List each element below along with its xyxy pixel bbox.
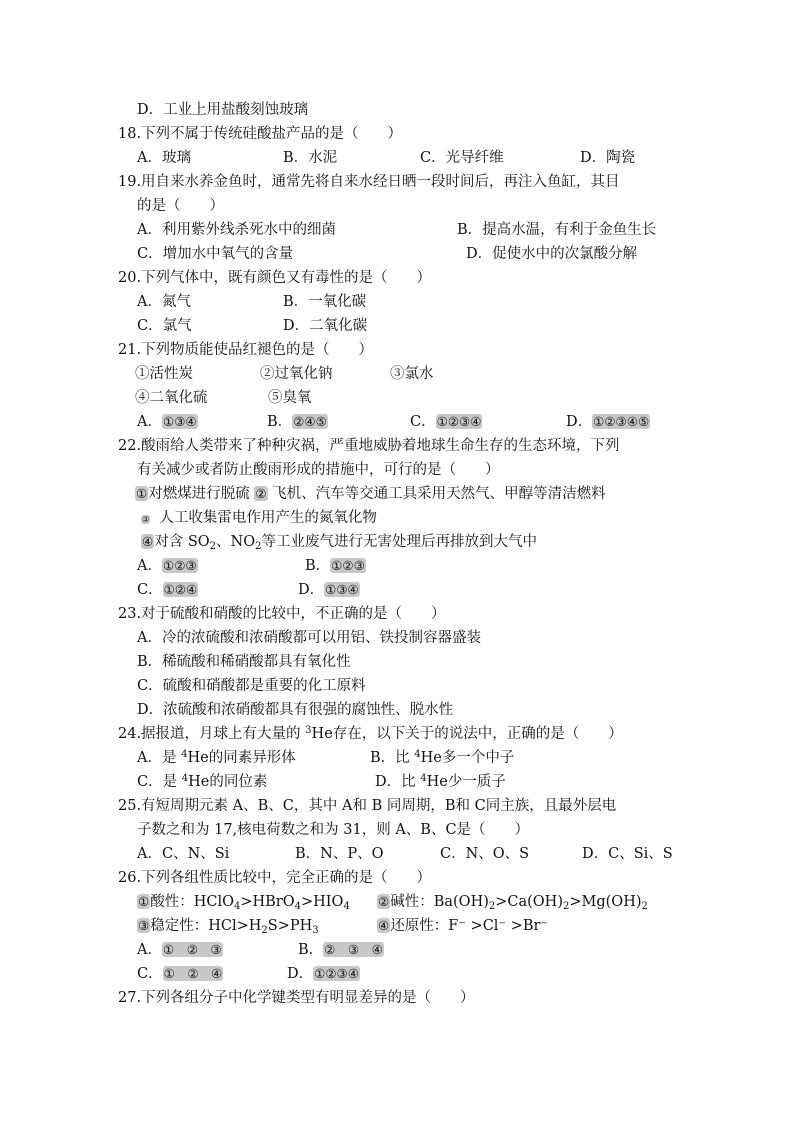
q25-option-d: D．C、Si、S	[582, 846, 673, 862]
q22-option-a-value: ①②③	[162, 558, 197, 573]
q22-option-d: D．①③④	[298, 582, 359, 598]
q22-option-c: C．①②④	[137, 582, 198, 598]
q20-option-b: B．一氧化碳	[283, 294, 367, 310]
q25-stem-line1: 25.有短周期元素 A、B、C，其中 A和 B 同周期，B和 C同主族，且最外层电	[118, 798, 617, 814]
q26-option-b-value: ② ③ ④	[324, 942, 383, 957]
q21-item-2: ②过氧化钠	[260, 366, 333, 382]
q18-option-d: D．陶瓷	[580, 150, 636, 166]
q26-item-2: ②碱性：$Ba(OH)_2>Ca(OH)_2>Mg(OH)_2$	[378, 894, 648, 912]
q21-option-c-value: ①②③④	[436, 414, 482, 429]
q18-option-c: C．光导纤维	[420, 150, 504, 166]
q20-option-a: A．氮气	[137, 294, 191, 310]
q19-stem-line1: 19.用自来水养金鱼时，通常先将自来水经日晒一段时间后，再注入鱼缸，其目	[118, 174, 620, 190]
q21-option-d: D．①②③④⑤	[566, 414, 650, 430]
q22-item-4: ④对含 $SO_2$、$NO_2$等工业废气进行无害处理后再排放到大气中	[142, 534, 537, 552]
q26-option-a: A．① ② ③	[137, 942, 222, 958]
q24-stem: 24.据报道，月球上有大量的 $^3$He存在，以下关于的说法中，正确的是（ ）	[118, 725, 623, 742]
q22-option-b-value: ①②③	[331, 558, 365, 573]
q25-option-b: B．N、P、O	[295, 846, 384, 862]
q21-item-3: ③氯水	[390, 366, 434, 382]
q21-option-a-value: ①③④	[162, 414, 197, 429]
q22-option-c-value: ①②④	[163, 582, 198, 597]
q21-stem: 21.下列物质能使品红褪色的是（ ）	[118, 342, 374, 358]
q22-option-b: B．①②③	[305, 558, 365, 574]
q24-option-c: C．是 $^4$He的同位素	[137, 773, 268, 790]
q26-marker-2: ②	[378, 894, 390, 909]
q20-stem: 20.下列气体中，既有颜色又有毒性的是（ ）	[118, 270, 432, 286]
q26-item-3: ③稳定性：$HCl>H_2S>PH_3$	[138, 918, 319, 936]
q22-option-d-value: ①③④	[325, 582, 359, 597]
q26-item-4: ④还原性：F⁻ >Cl⁻ >Br⁻	[378, 918, 549, 934]
q21-option-d-value: ①②③④⑤	[593, 414, 650, 429]
q26-option-c-value: ① ② ④	[163, 966, 223, 981]
q19-option-b: B．提高水温，有利于金鱼生长	[457, 222, 657, 238]
q26-option-c: C．① ② ④	[137, 966, 223, 982]
q19-option-d: D．促使水中的次氯酸分解	[466, 246, 638, 262]
q21-item-4: ④二氧化硫	[135, 390, 208, 406]
q22-marker-3: ③	[142, 515, 150, 524]
q24-option-d: D．比 $^4$He少一质子	[375, 773, 506, 790]
q19-option-c: C．增加水中氧气的含量	[137, 246, 294, 262]
q17-option-d: D．工业上用盐酸刻蚀玻璃	[137, 102, 309, 118]
q21-item-1: ①活性炭	[135, 366, 193, 382]
q23-option-c: C．硫酸和硝酸都是重要的化工原料	[137, 678, 366, 694]
q18-option-a: A．玻璃	[137, 150, 191, 166]
q23-option-b: B．稀硫酸和稀硝酸都具有氧化性	[137, 654, 351, 670]
q24-option-a: A．是 $^4$He的同素异形体	[137, 749, 296, 766]
q25-option-a: A．C、N、Si	[137, 846, 230, 862]
q26-option-d: D．①②③④	[287, 966, 359, 982]
q25-stem-line2: 子数之和为 17,核电荷数之和为 31，则 A、B、C是（ ）	[137, 822, 530, 838]
q22-marker-2: ②	[255, 486, 267, 501]
q26-marker-3: ③	[138, 918, 150, 933]
q23-stem: 23.对于硫酸和硝酸的比较中，不正确的是（ ）	[118, 606, 446, 622]
q26-item-1: ①酸性：$HClO_4>HBrO_4>HIO_4$	[138, 894, 350, 912]
q26-option-b: B．② ③ ④	[298, 942, 383, 958]
q23-option-a: A．冷的浓硫酸和浓硝酸都可以用铝、铁投制容器盛装	[137, 630, 481, 646]
q22-item-1-2: ①对燃煤进行脱硫 ② 飞机、汽车等交通工具采用天然气、甲醇等清洁燃料	[136, 486, 606, 502]
q26-stem: 26.下列各组性质比较中，完全正确的是（ ）	[118, 870, 432, 886]
q19-stem-line2: 的是（ ）	[137, 198, 224, 214]
q21-option-b-value: ②④⑤	[293, 414, 327, 429]
q24-option-b: B．比 $^4$He多一个中子	[370, 749, 515, 766]
q22-marker-1: ①	[136, 486, 148, 501]
q26-option-a-value: ① ② ③	[162, 942, 222, 957]
q21-item-5: ⑤臭氧	[268, 390, 312, 406]
q27-stem: 27.下列各组分子中化学键类型有明显差异的是（ ）	[118, 990, 475, 1006]
q20-option-c: C．氯气	[137, 318, 192, 334]
q20-option-d: D．二氧化碳	[283, 318, 368, 334]
q22-stem-line1: 22.酸雨给人类带来了种种灾祸，严重地威胁着地球生命生存的生态环境，下列	[118, 438, 620, 454]
q23-option-d: D．浓硫酸和浓硝酸都具有很强的腐蚀性、脱水性	[137, 702, 454, 718]
q19-option-a: A．利用紫外线杀死水中的细菌	[137, 222, 336, 238]
q26-marker-4: ④	[378, 918, 390, 933]
q18-option-b: B．水泥	[283, 150, 338, 166]
q21-option-b: B．②④⑤	[267, 414, 327, 430]
q22-item-3: ③ 人工收集雷电作用产生的氮氧化物	[142, 510, 377, 526]
q26-option-d-value: ①②③④	[314, 966, 359, 981]
q26-marker-1: ①	[138, 894, 150, 909]
q22-option-a: A．①②③	[137, 558, 197, 574]
q22-marker-4: ④	[142, 534, 154, 549]
q22-stem-line2: 有关减少或者防止酸雨形成的措施中，可行的是（ ）	[137, 462, 500, 478]
q21-option-a: A．①③④	[137, 414, 197, 430]
q18-stem: 18.下列不属于传统硅酸盐产品的是（ ）	[118, 126, 403, 142]
q25-option-c: C．N、O、S	[440, 846, 530, 862]
q21-option-c: C．①②③④	[410, 414, 482, 430]
